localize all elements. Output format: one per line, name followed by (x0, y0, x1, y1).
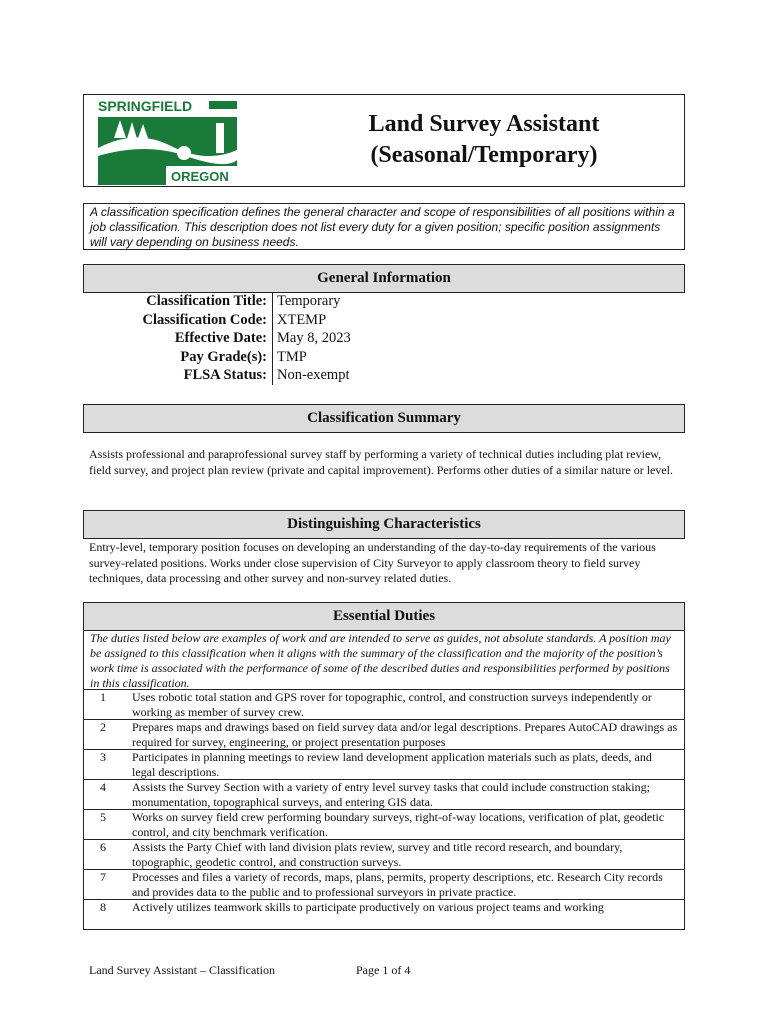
duty-number: 5 (100, 810, 106, 824)
general-info-table (83, 292, 685, 385)
duty-row (84, 839, 684, 869)
pay-grade-label: Pay Grade(s): (83, 348, 273, 367)
footer-document-title: Land Survey Assistant – Classification (89, 963, 275, 977)
classification-summary-text: Assists professional and paraprofessional survey staff by performing a variety of technical duties including plat review, field survey, and project plan review (private and capital improvement). Performs other duties of a similar nature or level. (89, 447, 674, 477)
essential-duties-table (83, 630, 685, 930)
springfield-oregon-logo (96, 98, 240, 185)
flsa-status-value: Non-exempt (277, 367, 350, 384)
title-line-2: (Seasonal/Temporary) (370, 142, 598, 168)
pay-grade-value: TMP (277, 348, 307, 365)
duty-number: 1 (100, 690, 106, 704)
duty-number: 3 (100, 750, 106, 764)
duty-row (84, 689, 684, 719)
duty-text: Processes and files a variety of records, maps, plans, permits, property descriptions, etc. Research City records and provides data to the public and to professional surveyors in private practice. (132, 870, 663, 899)
duty-number: 4 (100, 780, 106, 794)
duty-row (84, 869, 684, 899)
flsa-status-label: FLSA Status: (83, 366, 273, 385)
duty-number: 2 (100, 720, 106, 734)
general-info-row (83, 348, 685, 367)
duty-text: Prepares maps and drawings based on field survey data and/or legal descriptions. Prepares AutoCAD drawings as required for survey, engineering, or project presentation purposes (132, 720, 678, 749)
general-info-row (83, 366, 685, 385)
effective-date-label: Effective Date: (83, 329, 273, 348)
duty-text: Actively utilizes teamwork skills to participate productively on various project teams and working (132, 900, 604, 914)
duty-text: Participates in planning meetings to review land development application materials such as plats, deeds, and legal descriptions. (132, 750, 652, 779)
general-info-row (83, 292, 685, 311)
logo-bottom-text: OREGON (171, 169, 229, 184)
duty-number: 7 (100, 870, 106, 884)
distinguishing-text: Entry-level, temporary position focuses on developing an understanding of the day-to-day requirements of the various survey-related positions. Works under close supervision of City Surveyor to apply classroom theory to field survey techniques, data processing and other survey and non-survey related duties. (89, 540, 656, 585)
header-box (83, 94, 685, 187)
classification-title-value: Temporary (277, 293, 341, 309)
duty-row (84, 719, 684, 749)
classification-summary-heading: Classification Summary (83, 404, 685, 433)
footer-page-number: Page 1 of 4 (356, 963, 411, 977)
classification-title-label: Classification Title: (83, 292, 273, 311)
duties-intro: The duties listed below are examples of work and are intended to serve as guides, not absolute standards. A position may be assigned to this classification when it aligns with the summary of the classification and the majority of the position’s work time is associated with the performance of some of the described duties and responsibilities performed by positions in this classification. (90, 631, 671, 690)
duty-number: 8 (100, 900, 106, 914)
duty-row (84, 779, 684, 809)
essential-duties-heading: Essential Duties (83, 602, 685, 631)
duty-row (84, 899, 684, 916)
effective-date-value: May 8, 2023 (277, 330, 351, 347)
duty-row (84, 809, 684, 839)
classification-code-value: XTEMP (277, 311, 327, 328)
general-info-row (83, 311, 685, 330)
duty-text: Works on survey field crew performing boundary surveys, right-of-way locations, verification of plat, geodetic control, and city benchmark verification. (132, 810, 665, 839)
general-info-heading: General Information (83, 264, 685, 293)
general-info-row (83, 329, 685, 348)
page-title (284, 109, 684, 171)
duty-number: 6 (100, 840, 106, 854)
duty-row (84, 749, 684, 779)
title-line-1: Land Survey Assistant (368, 111, 600, 137)
logo-top-text: SPRINGFIELD (98, 98, 193, 114)
duty-text: Assists the Party Chief with land division plats review, survey and title record research, and boundary, topographic, geodetic control, and construction surveys. (132, 840, 623, 869)
intro-disclaimer: A classification specification defines the general character and scope of responsibilities of all positions within a job classification. This description does not list every duty for a given position; specific position assignments will vary depending on business needs. (83, 203, 685, 250)
distinguishing-heading: Distinguishing Characteristics (83, 510, 685, 539)
duty-text: Assists the Survey Section with a variety of entry level survey tasks that could include construction staking; monumentation, topographical surveys, and entering GIS data. (132, 780, 650, 809)
classification-code-label: Classification Code: (83, 311, 273, 330)
duty-text: Uses robotic total station and GPS rover for topographic, control, and construction surveys independently or working as member of survey crew. (132, 690, 652, 719)
